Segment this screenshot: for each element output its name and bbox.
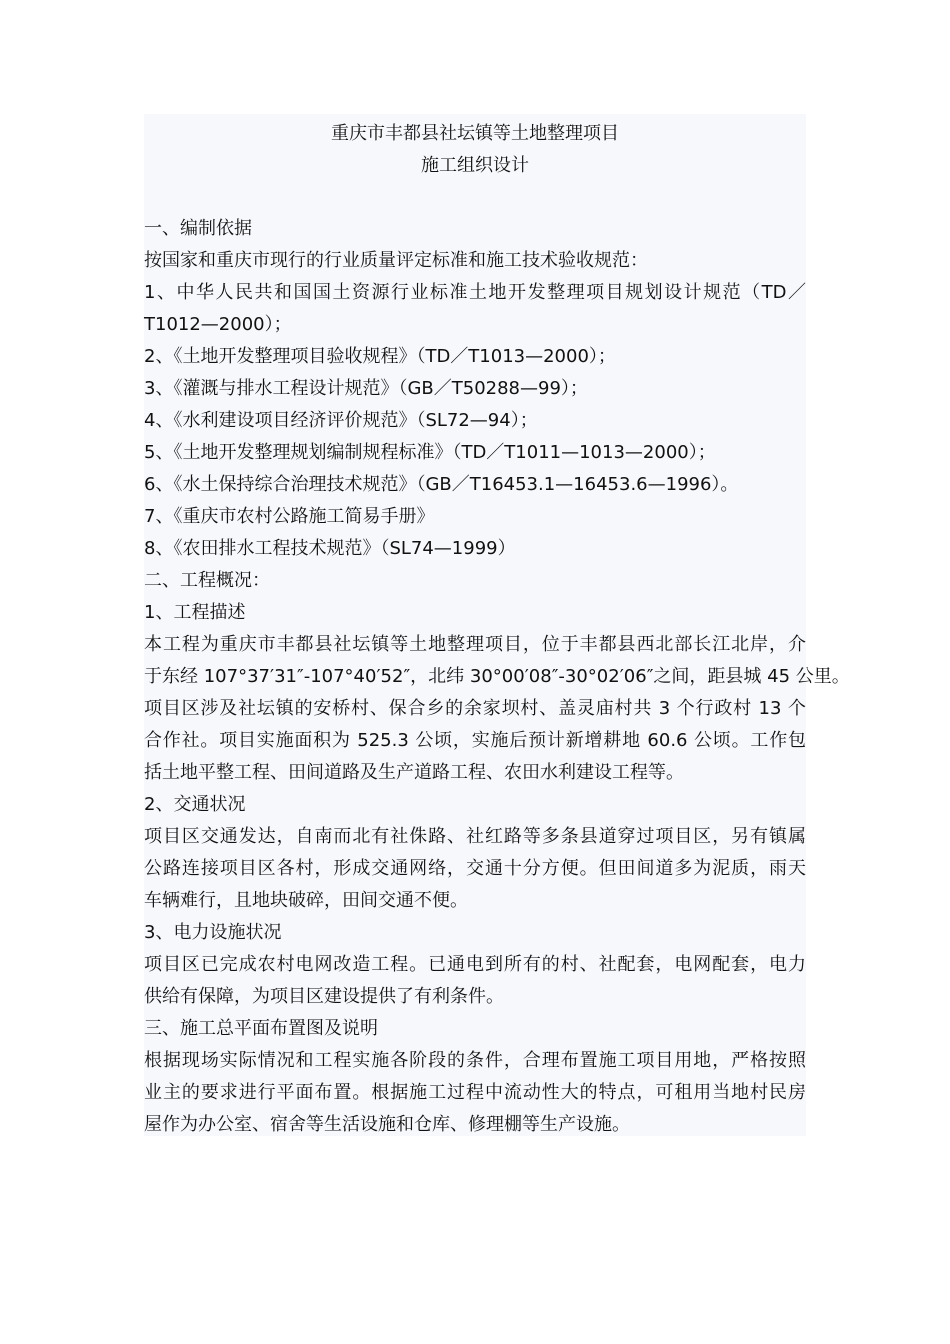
list-item: 3、《灌溉与排水工程设计规范》（GB／T50288—99）； [144,378,588,399]
subsection-heading: 1、工程描述 [144,602,246,623]
paragraph-line: 按国家和重庆市现行的行业质量评定标准和施工技术验收规范： [144,250,648,271]
paragraph-line: 于东经 107°37′31″-107°40′52″，北纬 30°00′08″-30°02′06″之间，距县城 45 公里。 [144,666,850,687]
paragraph-line: 项目区已完成农村电网改造工程。已通电到所有的村、社配套，电网配套，电力 [144,954,806,975]
section-heading: 三、施工总平面布置图及说明 [144,1018,378,1039]
list-item-continuation: T1012—2000）； [144,314,292,335]
document-title: 重庆市丰都县社坛镇等土地整理项目 [331,123,619,144]
paragraph-line: 供给有保障，为项目区建设提供了有利条件。 [144,986,504,1007]
paragraph-line: 合作社。项目实施面积为 525.3 公顷，实施后预计新增耕地 60.6 公顷。工作包 [144,730,806,751]
list-item: 2、《土地开发整理项目验收规程》（TD／T1013—2000）； [144,346,616,367]
paragraph-line: 项目区交通发达，自南而北有社侏路、社红路等多条县道穿过项目区，另有镇属 [144,826,806,847]
paragraph-line: 业主的要求进行平面布置。根据施工过程中流动性大的特点，可租用当地村民房 [144,1082,806,1103]
list-item: 6、《水土保持综合治理技术规范》（GB／T16453.1—16453.6—1996）。 [144,474,739,495]
paragraph-line: 括土地平整工程、田间道路及生产道路工程、农田水利建设工程等。 [144,762,684,783]
section-heading: 一、编制依据 [144,218,252,239]
section-heading: 二、工程概况： [144,570,270,591]
document-page [144,114,850,1136]
list-item: 8、《农田排水工程技术规范》（SL74—1999） [144,538,516,559]
paragraph-line: 项目区涉及社坛镇的安桥村、保合乡的余家坝村、盖灵庙村共 3 个行政村 13 个 [144,698,806,719]
paragraph-line: 根据现场实际情况和工程实施各阶段的条件，合理布置施工项目用地，严格按照 [144,1050,806,1071]
subsection-heading: 2、交通状况 [144,794,246,815]
list-item: 4、《水利建设项目经济评价规范》（SL72—94）； [144,410,538,431]
list-item: 1、中华人民共和国国土资源行业标准土地开发整理项目规划设计规范（TD／ [144,282,806,303]
paragraph-line: 车辆难行，且地块破碎，田间交通不便。 [144,890,468,911]
subsection-heading: 3、电力设施状况 [144,922,282,943]
paragraph-line: 公路连接项目区各村，形成交通网络，交通十分方便。但田间道多为泥质，雨天 [144,858,806,879]
paragraph-line: 本工程为重庆市丰都县社坛镇等土地整理项目，位于丰都县西北部长江北岸，介 [144,634,806,655]
document-subtitle: 施工组织设计 [421,155,529,176]
list-item: 7、《重庆市农村公路施工简易手册》 [144,506,435,527]
list-item: 5、《土地开发整理规划编制规程标准》（TD／T1011—1013—2000）； [144,442,716,463]
paragraph-line: 屋作为办公室、宿舍等生活设施和仓库、修理棚等生产设施。 [144,1114,630,1135]
